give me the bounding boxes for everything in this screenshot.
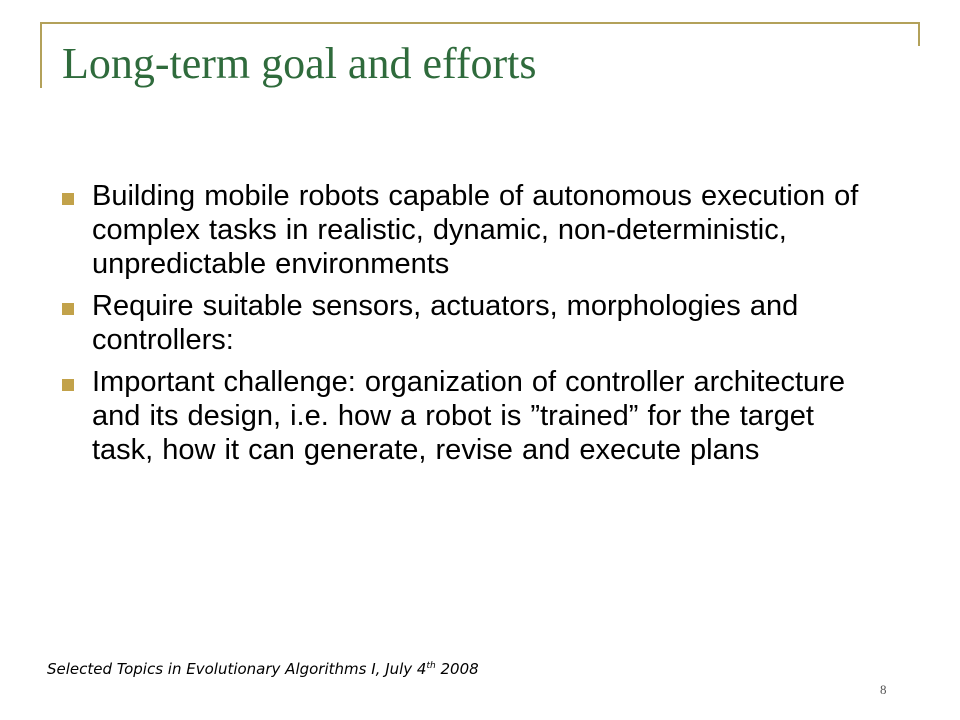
footer-year: 2008: [435, 660, 479, 678]
bullet-text-3: Important challenge: organization of controller architecture and its design, i.e. how a robot is ”trained” for the target task, how it can generate, revise and execute plans: [92, 366, 845, 466]
footer-text: Selected Topics in Evolutionary Algorithms I, July 4: [47, 660, 427, 678]
bullet-text-1: Building mobile robots capable of autonomous execution of complex tasks in realistic, dynamic, non-deterministic, unpredictable environments: [92, 180, 859, 280]
bullet-text-2: Require suitable sensors, actuators, morphologies and controllers:: [92, 290, 799, 356]
bullet-item-2: [62, 289, 862, 357]
square-bullet-icon: [62, 379, 74, 391]
bullet-list: [62, 179, 862, 475]
page-number: 8: [880, 682, 887, 697]
frame-left-line: [40, 22, 42, 88]
frame-right-line: [918, 22, 920, 46]
square-bullet-icon: [62, 193, 74, 205]
bullet-item-1: [62, 179, 862, 281]
frame-top-line: [40, 22, 920, 24]
slide-title: Long-term goal and efforts: [62, 39, 537, 88]
footer-superscript: th: [426, 661, 436, 671]
bullet-item-3: [62, 365, 862, 467]
square-bullet-icon: [62, 303, 74, 315]
slide-footer: [47, 660, 479, 678]
